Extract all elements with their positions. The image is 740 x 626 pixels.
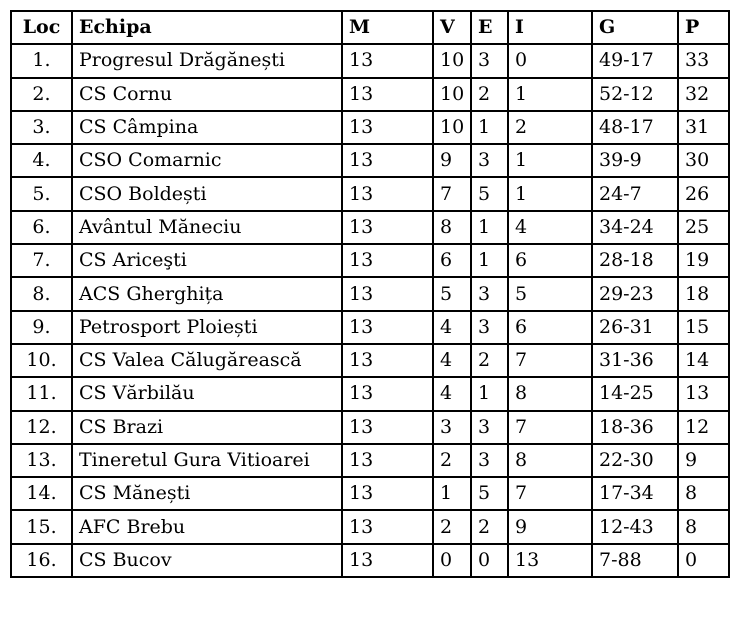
cell-egaluri: 3 <box>471 44 508 77</box>
cell-puncte: 31 <box>678 111 729 144</box>
cell-golaveraj: 14-25 <box>592 377 678 410</box>
table-row <box>11 344 729 377</box>
table-row <box>11 211 729 244</box>
cell-infrangeri: 8 <box>508 377 592 410</box>
header-meciuri: M <box>342 11 433 44</box>
cell-victorii: 7 <box>433 177 471 210</box>
cell-echipa: Progresul Drăgănești <box>72 44 342 77</box>
cell-loc: 6. <box>11 211 72 244</box>
cell-golaveraj: 26-31 <box>592 311 678 344</box>
cell-meciuri: 13 <box>342 277 433 310</box>
cell-puncte: 30 <box>678 144 729 177</box>
header-puncte: P <box>678 11 729 44</box>
cell-echipa: CSO Boldești <box>72 177 342 210</box>
cell-echipa: CS Câmpina <box>72 111 342 144</box>
cell-puncte: 8 <box>678 477 729 510</box>
cell-echipa: CS Cornu <box>72 78 342 111</box>
cell-loc: 8. <box>11 277 72 310</box>
cell-meciuri: 13 <box>342 477 433 510</box>
header-infrangeri: I <box>508 11 592 44</box>
cell-echipa: CS Mănești <box>72 477 342 510</box>
cell-meciuri: 13 <box>342 177 433 210</box>
cell-victorii: 9 <box>433 144 471 177</box>
cell-victorii: 10 <box>433 111 471 144</box>
cell-puncte: 32 <box>678 78 729 111</box>
cell-golaveraj: 28-18 <box>592 244 678 277</box>
cell-victorii: 8 <box>433 211 471 244</box>
cell-golaveraj: 52-12 <box>592 78 678 111</box>
cell-loc: 16. <box>11 544 72 577</box>
cell-golaveraj: 39-9 <box>592 144 678 177</box>
header-golaveraj: G <box>592 11 678 44</box>
cell-golaveraj: 48-17 <box>592 111 678 144</box>
table-row <box>11 477 729 510</box>
cell-echipa: Petrosport Ploiești <box>72 311 342 344</box>
cell-victorii: 10 <box>433 78 471 111</box>
cell-egaluri: 1 <box>471 377 508 410</box>
cell-meciuri: 13 <box>342 411 433 444</box>
cell-puncte: 18 <box>678 277 729 310</box>
cell-echipa: Tineretul Gura Vitioarei <box>72 444 342 477</box>
cell-echipa: AFC Brebu <box>72 510 342 543</box>
cell-puncte: 8 <box>678 510 729 543</box>
cell-echipa: CS Ariceşti <box>72 244 342 277</box>
cell-puncte: 19 <box>678 244 729 277</box>
cell-infrangeri: 1 <box>508 78 592 111</box>
cell-infrangeri: 4 <box>508 211 592 244</box>
cell-infrangeri: 9 <box>508 510 592 543</box>
cell-loc: 1. <box>11 44 72 77</box>
cell-golaveraj: 49-17 <box>592 44 678 77</box>
cell-infrangeri: 0 <box>508 44 592 77</box>
cell-victorii: 2 <box>433 510 471 543</box>
cell-meciuri: 13 <box>342 544 433 577</box>
cell-egaluri: 1 <box>471 111 508 144</box>
cell-puncte: 25 <box>678 211 729 244</box>
cell-meciuri: 13 <box>342 344 433 377</box>
cell-egaluri: 0 <box>471 544 508 577</box>
cell-egaluri: 1 <box>471 211 508 244</box>
cell-egaluri: 3 <box>471 144 508 177</box>
cell-infrangeri: 2 <box>508 111 592 144</box>
cell-meciuri: 13 <box>342 78 433 111</box>
cell-echipa: CSO Comarnic <box>72 144 342 177</box>
cell-loc: 5. <box>11 177 72 210</box>
cell-egaluri: 3 <box>471 444 508 477</box>
cell-loc: 4. <box>11 144 72 177</box>
cell-golaveraj: 18-36 <box>592 411 678 444</box>
cell-echipa: CS Vărbilău <box>72 377 342 410</box>
table-row <box>11 510 729 543</box>
cell-victorii: 5 <box>433 277 471 310</box>
cell-loc: 2. <box>11 78 72 111</box>
cell-loc: 3. <box>11 111 72 144</box>
cell-victorii: 4 <box>433 311 471 344</box>
table-row <box>11 44 729 77</box>
cell-puncte: 14 <box>678 344 729 377</box>
cell-loc: 9. <box>11 311 72 344</box>
cell-victorii: 4 <box>433 377 471 410</box>
cell-infrangeri: 13 <box>508 544 592 577</box>
cell-infrangeri: 7 <box>508 411 592 444</box>
table-row <box>11 411 729 444</box>
cell-victorii: 4 <box>433 344 471 377</box>
cell-golaveraj: 12-43 <box>592 510 678 543</box>
table-row <box>11 377 729 410</box>
cell-meciuri: 13 <box>342 44 433 77</box>
header-echipa: Echipa <box>72 11 342 44</box>
cell-meciuri: 13 <box>342 211 433 244</box>
cell-loc: 11. <box>11 377 72 410</box>
cell-echipa: Avântul Măneciu <box>72 211 342 244</box>
cell-loc: 13. <box>11 444 72 477</box>
cell-infrangeri: 6 <box>508 244 592 277</box>
cell-egaluri: 3 <box>471 277 508 310</box>
cell-victorii: 6 <box>433 244 471 277</box>
table-row <box>11 144 729 177</box>
header-row <box>11 11 729 44</box>
cell-puncte: 13 <box>678 377 729 410</box>
table-row <box>11 444 729 477</box>
cell-infrangeri: 7 <box>508 344 592 377</box>
table-row <box>11 544 729 577</box>
cell-meciuri: 13 <box>342 377 433 410</box>
cell-victorii: 10 <box>433 44 471 77</box>
cell-loc: 14. <box>11 477 72 510</box>
cell-infrangeri: 1 <box>508 144 592 177</box>
cell-golaveraj: 22-30 <box>592 444 678 477</box>
cell-golaveraj: 17-34 <box>592 477 678 510</box>
cell-golaveraj: 34-24 <box>592 211 678 244</box>
cell-puncte: 0 <box>678 544 729 577</box>
cell-egaluri: 2 <box>471 510 508 543</box>
cell-meciuri: 13 <box>342 311 433 344</box>
cell-victorii: 2 <box>433 444 471 477</box>
table-row <box>11 111 729 144</box>
cell-egaluri: 3 <box>471 311 508 344</box>
table-row <box>11 78 729 111</box>
cell-puncte: 33 <box>678 44 729 77</box>
header-egaluri: E <box>471 11 508 44</box>
cell-echipa: CS Valea Călugărească <box>72 344 342 377</box>
header-loc: Loc <box>11 11 72 44</box>
cell-victorii: 3 <box>433 411 471 444</box>
table-row <box>11 244 729 277</box>
cell-loc: 15. <box>11 510 72 543</box>
cell-loc: 12. <box>11 411 72 444</box>
cell-golaveraj: 29-23 <box>592 277 678 310</box>
cell-infrangeri: 8 <box>508 444 592 477</box>
cell-meciuri: 13 <box>342 510 433 543</box>
header-victorii: V <box>433 11 471 44</box>
cell-puncte: 9 <box>678 444 729 477</box>
cell-victorii: 0 <box>433 544 471 577</box>
cell-golaveraj: 24-7 <box>592 177 678 210</box>
cell-echipa: CS Brazi <box>72 411 342 444</box>
cell-egaluri: 5 <box>471 177 508 210</box>
cell-golaveraj: 7-88 <box>592 544 678 577</box>
table-row <box>11 311 729 344</box>
cell-egaluri: 3 <box>471 411 508 444</box>
cell-echipa: ACS Gherghița <box>72 277 342 310</box>
cell-echipa: CS Bucov <box>72 544 342 577</box>
table-row <box>11 277 729 310</box>
cell-meciuri: 13 <box>342 244 433 277</box>
cell-puncte: 26 <box>678 177 729 210</box>
cell-golaveraj: 31-36 <box>592 344 678 377</box>
cell-meciuri: 13 <box>342 444 433 477</box>
cell-loc: 10. <box>11 344 72 377</box>
table-row <box>11 177 729 210</box>
cell-infrangeri: 7 <box>508 477 592 510</box>
cell-egaluri: 2 <box>471 78 508 111</box>
cell-meciuri: 13 <box>342 111 433 144</box>
cell-egaluri: 2 <box>471 344 508 377</box>
cell-infrangeri: 5 <box>508 277 592 310</box>
cell-victorii: 1 <box>433 477 471 510</box>
cell-puncte: 15 <box>678 311 729 344</box>
cell-meciuri: 13 <box>342 144 433 177</box>
cell-infrangeri: 6 <box>508 311 592 344</box>
cell-egaluri: 1 <box>471 244 508 277</box>
cell-infrangeri: 1 <box>508 177 592 210</box>
standings-body <box>11 44 729 577</box>
cell-egaluri: 5 <box>471 477 508 510</box>
cell-loc: 7. <box>11 244 72 277</box>
cell-puncte: 12 <box>678 411 729 444</box>
standings-table <box>10 10 730 578</box>
